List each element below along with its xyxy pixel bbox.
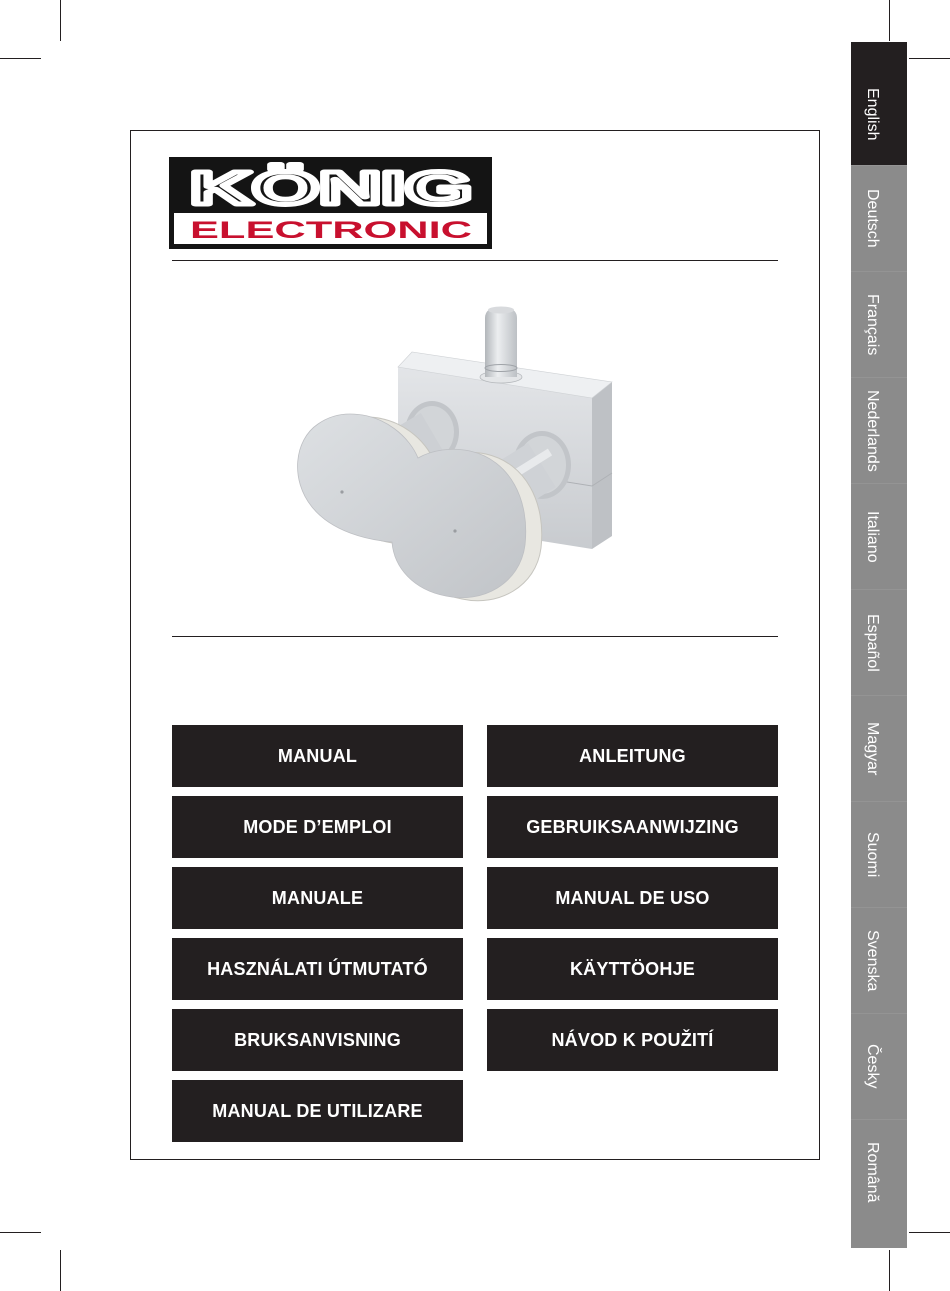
language-tab-label: Svenska: [864, 929, 881, 992]
language-tab-label: Magyar: [864, 721, 881, 776]
language-tab-francais: [851, 271, 907, 377]
language-tab-label: Suomi: [864, 831, 881, 878]
language-tab-english: [851, 42, 907, 165]
brand-wordmark: KÖNIG: [190, 162, 472, 214]
language-index-tabs: [851, 42, 907, 1248]
manual-title-francais: MODE D’EMPLOI: [172, 796, 463, 858]
language-tab-magyar: [851, 695, 907, 801]
manual-title-romana: MANUAL DE UTILIZARE: [172, 1080, 463, 1142]
manual-title-italiano: MANUALE: [172, 867, 463, 929]
crop-mark: [0, 1232, 41, 1233]
crop-mark: [889, 1250, 890, 1291]
manual-title-suomi: KÄYTTÖOHJE: [487, 938, 778, 1000]
crop-mark: [60, 1250, 61, 1291]
product-photo: [280, 295, 640, 610]
language-tab-svenska: [851, 907, 907, 1013]
manual-title-grid: [172, 725, 778, 1142]
language-tab-label: Français: [864, 293, 881, 356]
manual-title-deutsch: ANLEITUNG: [487, 725, 778, 787]
connector-body: [485, 307, 517, 377]
housing-side: [592, 382, 612, 549]
cap-marker: [453, 529, 456, 532]
manual-title-cesky: NÁVOD K POUŽITÍ: [487, 1009, 778, 1071]
bottom-divider: [172, 636, 778, 637]
manual-title-svenska: BRUKSANVISNING: [172, 1009, 463, 1071]
manual-title-english: MANUAL: [172, 725, 463, 787]
language-tab-label: Italiano: [864, 510, 881, 563]
language-tab-label: Español: [864, 613, 881, 672]
language-tab-deutsch: [851, 165, 907, 271]
language-tab-label: Română: [864, 1142, 881, 1203]
language-tab-italiano: [851, 483, 907, 589]
brand-tagline: ELECTRONIC: [190, 217, 472, 244]
language-tab-cesky: [851, 1013, 907, 1119]
language-tab-label: English: [864, 87, 881, 141]
manual-title-magyar: HASZNÁLATI ÚTMUTATÓ: [172, 938, 463, 1000]
crop-mark: [909, 58, 950, 59]
manual-title-nederlands: GEBRUIKSAANWIJZING: [487, 796, 778, 858]
language-tab-nederlands: [851, 377, 907, 483]
top-divider: [172, 260, 778, 261]
crop-mark: [909, 1232, 950, 1233]
manual-title-espanol: MANUAL DE USO: [487, 867, 778, 929]
connector-top: [488, 307, 514, 314]
language-tab-label: Nederlands: [864, 389, 881, 472]
language-tab-label: Deutsch: [864, 189, 881, 248]
crop-mark: [0, 58, 41, 59]
lnb-connector: [480, 307, 522, 384]
brand-logo: [169, 157, 492, 249]
crop-mark: [889, 0, 890, 41]
language-tab-espanol: [851, 589, 907, 695]
cap-marker: [340, 490, 343, 493]
language-tab-suomi: [851, 801, 907, 907]
crop-mark: [60, 0, 61, 41]
language-tab-romana: [851, 1119, 907, 1225]
language-tab-label: Česky: [864, 1044, 881, 1089]
